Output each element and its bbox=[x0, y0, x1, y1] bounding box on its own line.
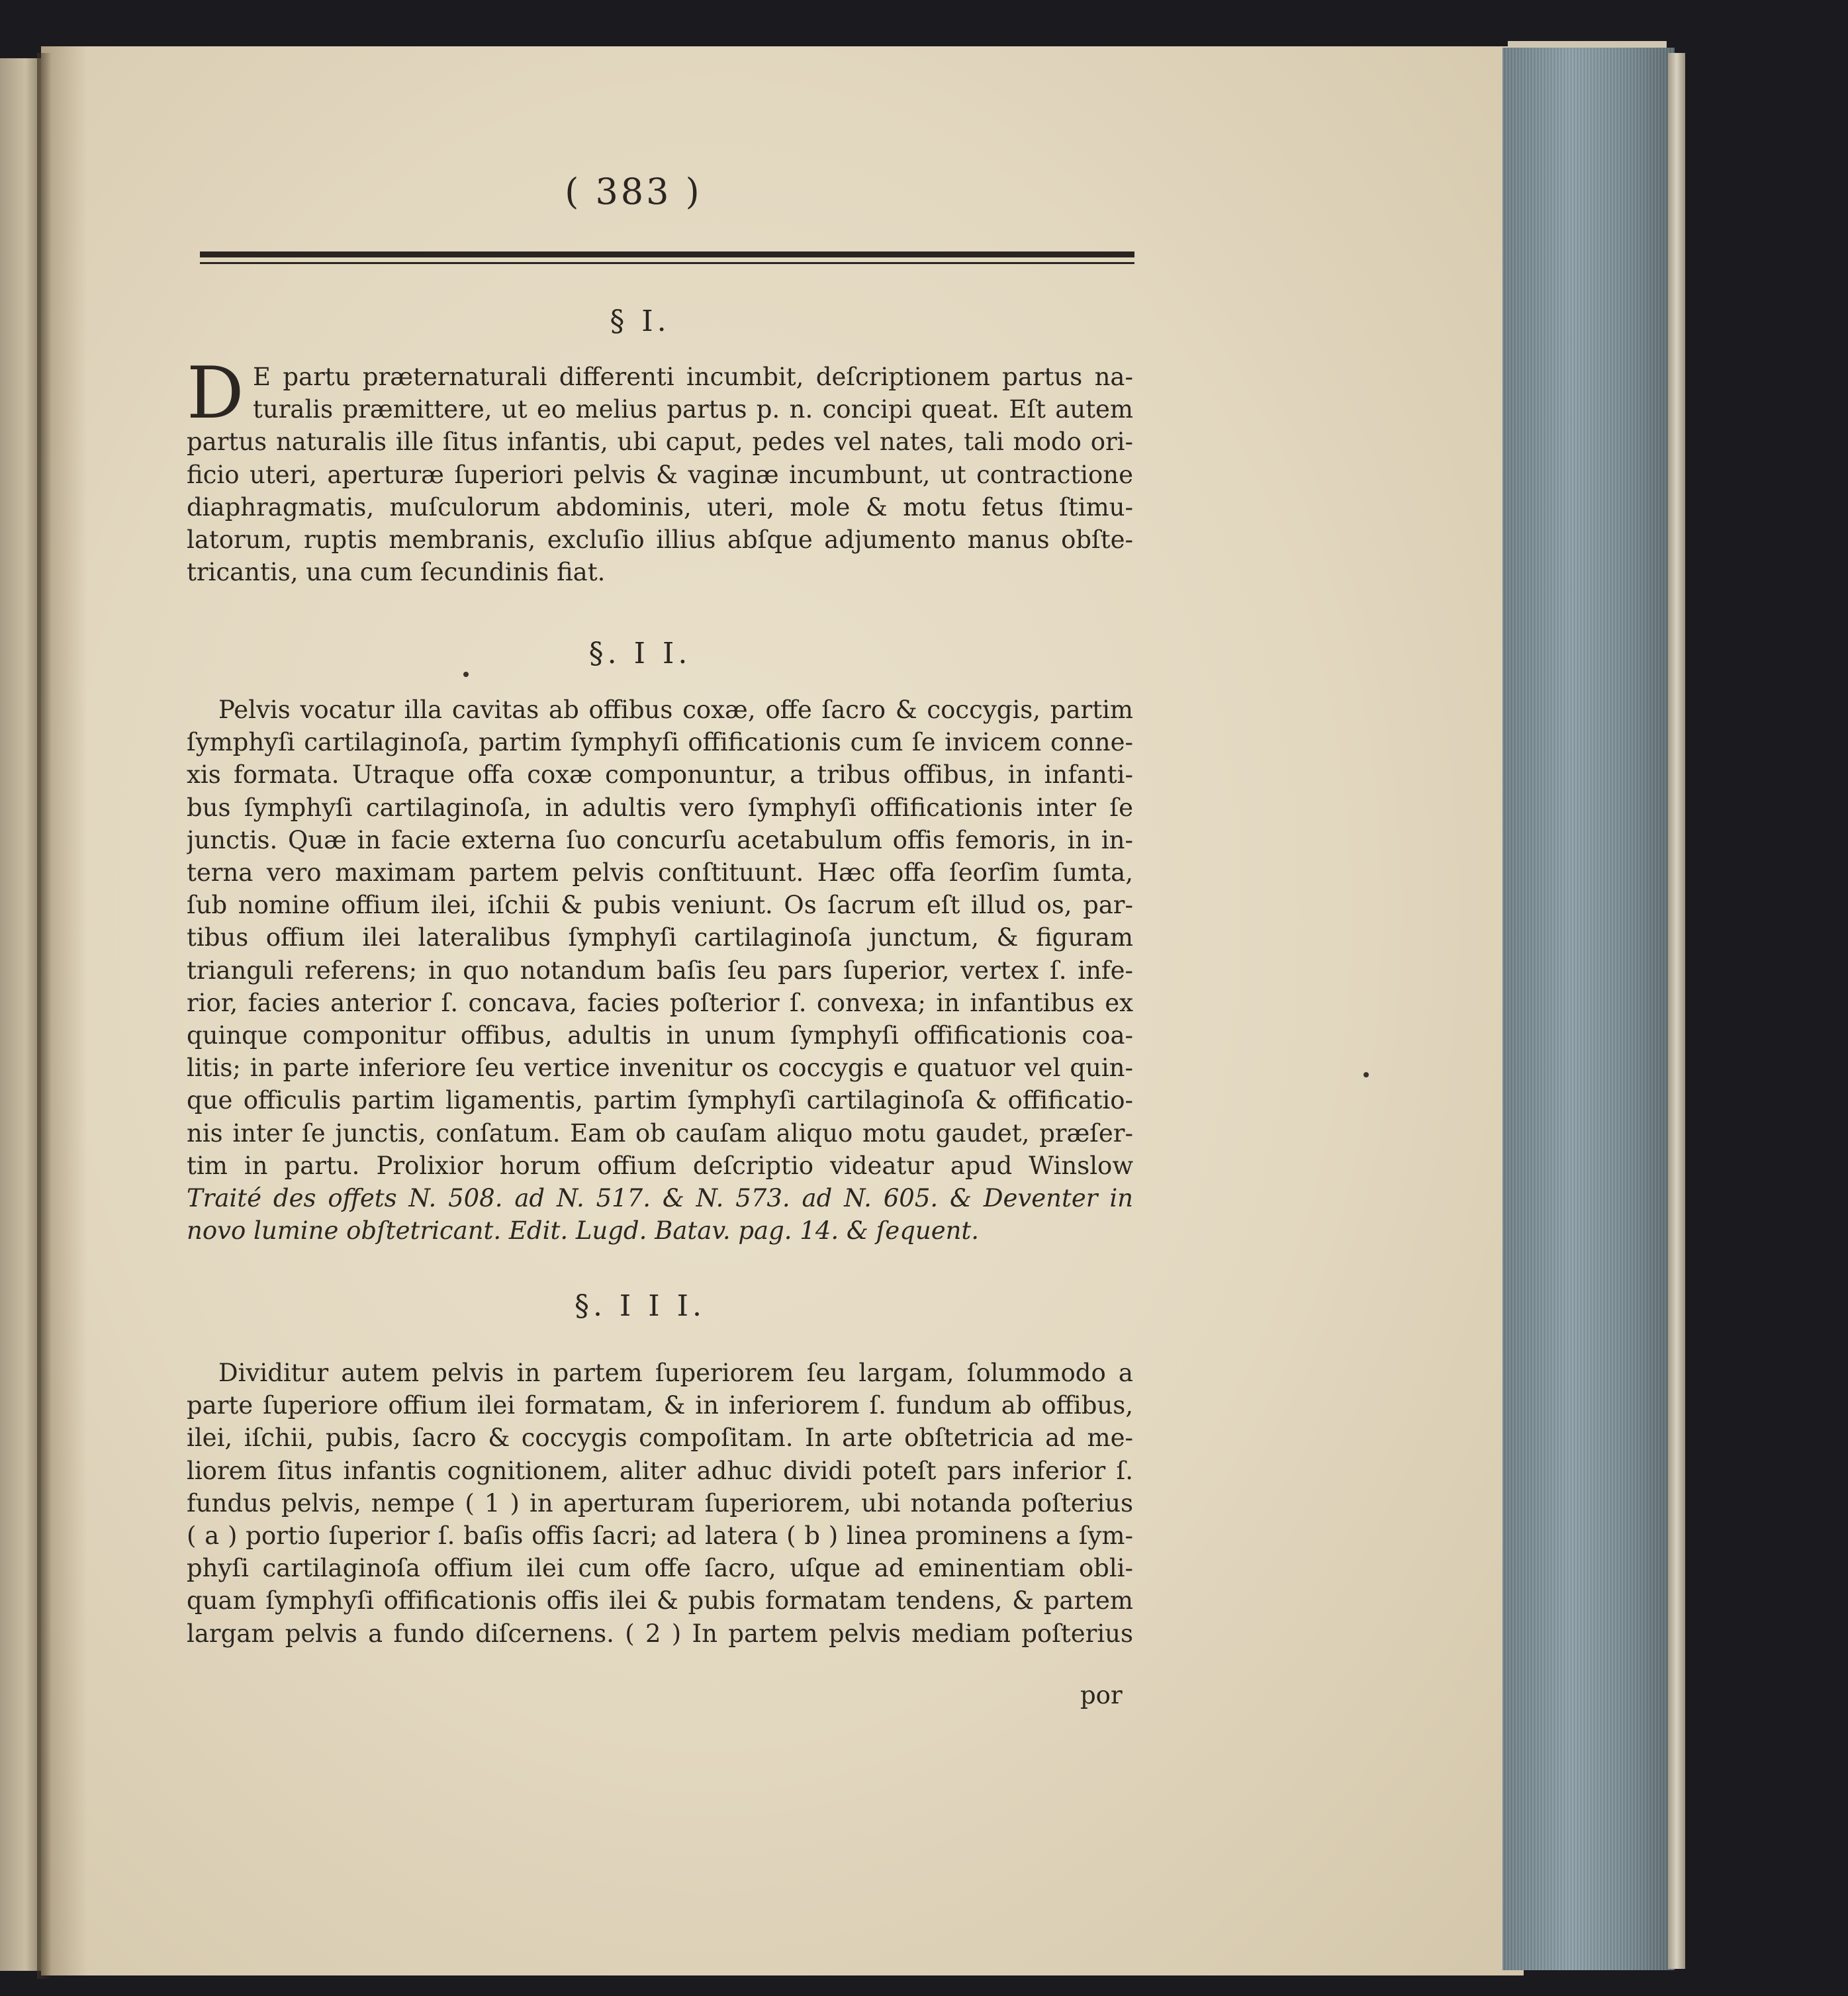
text-line: litis; in parte inferiore ſeu vertice invenitur os coccygis e quatuor vel quin- bbox=[187, 1054, 1133, 1083]
text-line: tricantis, una cum ſecundinis fiat. bbox=[187, 558, 606, 587]
text-line: diaphragmatis, muſculorum abdominis, uteri, mole & motu fetus ſtimu- bbox=[187, 492, 1133, 522]
text-line: Pelvis vocatur illa cavitas ab offibus coxæ, offe ſacro & coccygis, partim bbox=[218, 696, 1133, 724]
text-line: tim in partu. Prolixior horum offium deſcriptio videatur apud Winslow bbox=[187, 1151, 1133, 1180]
text-line: junctis. Quæ in facie externa ſuo concurſu acetabulum offis femoris, in in- bbox=[187, 825, 1133, 854]
text-line: ( a ) portio ſuperior ſ. baſis offis ſacri; ad latera ( b ) linea prominens a ſym- bbox=[187, 1521, 1133, 1551]
text-line: ſub nomine offium ilei, iſchii & pubis veniunt. Os ſacrum eſt illud os, par- bbox=[187, 891, 1133, 920]
text-line: E partu præternaturali differenti incumbit, deſcriptionem partus na- bbox=[253, 363, 1133, 391]
header-rule-thick bbox=[200, 251, 1134, 257]
catchword: por bbox=[1080, 1681, 1123, 1709]
text-line: fundus pelvis, nempe ( 1 ) in aperturam ſuperiorem, ubi notanda poſterius bbox=[187, 1488, 1133, 1518]
header-rule-thin bbox=[200, 262, 1134, 264]
text-line: latorum, ruptis membranis, excluſio illius abſque adjumento manus obſte- bbox=[187, 525, 1133, 555]
section-1-heading: § I. bbox=[610, 304, 670, 338]
paper-fleck bbox=[1363, 1072, 1369, 1077]
text-line: partus naturalis ille ſitus infantis, ubi caput, pedes vel nates, tali modo ori- bbox=[187, 428, 1133, 457]
text-line: turalis præmittere, ut eo melius partus p. n. concipi queat. Eſt autem bbox=[253, 395, 1133, 424]
section-2-paragraph bbox=[187, 694, 1133, 1247]
section-3-paragraph bbox=[187, 1357, 1133, 1650]
text-line: rior, facies anterior ſ. concava, facies poſterior ſ. convexa; in infantibus ex bbox=[187, 988, 1133, 1017]
section-2-heading: §. I I. bbox=[588, 637, 692, 670]
page-number-header: ( 383 ) bbox=[565, 171, 702, 212]
page-fore-edge bbox=[1502, 48, 1675, 1970]
paper-fleck bbox=[463, 672, 469, 677]
text-line: ficio uteri, aperturæ ſuperiori pelvis & vaginæ incumbunt, ut contractione bbox=[187, 460, 1133, 489]
section-3-heading: §. I I I. bbox=[574, 1289, 706, 1323]
text-line: terna vero maximam partem pelvis conſtituunt. Hæc offa ſeorſim ſumta, bbox=[187, 858, 1133, 887]
text-line: Dividitur autem pelvis in partem ſuperiorem ſeu largam, ſolummodo a bbox=[218, 1359, 1133, 1387]
text-line: tibus offium ilei lateralibus ſymphyſi cartilaginoſa junctum, & figuram bbox=[187, 923, 1133, 952]
text-line: quinque componitur offibus, adultis in unum ſymphyſi offificationis coa- bbox=[187, 1021, 1133, 1050]
text-line: largam pelvis a fundo diſcernens. ( 2 ) In partem pelvis mediam poſterius bbox=[187, 1619, 1133, 1648]
text-line: liorem ſitus infantis cognitionem, aliter adhuc dividi poteſt pars inferior ſ. bbox=[187, 1456, 1133, 1485]
text-line: xis formata. Utraque offa coxæ componuntur, a tribus offibus, in infanti- bbox=[187, 760, 1133, 790]
text-line: bus ſymphyſi cartilaginoſa, in adultis vero ſymphyſi offificationis inter ſe bbox=[187, 793, 1133, 822]
text-line: trianguli referens; in quo notandum baſis ſeu pars ſuperior, vertex ſ. infe- bbox=[187, 956, 1133, 985]
binding-shadow bbox=[37, 53, 52, 1979]
text-line: nis inter ſe junctis, conſatum. Eam ob cauſam aliquo motu gaudet, præſer- bbox=[187, 1118, 1133, 1148]
cover-edge bbox=[1668, 53, 1685, 1969]
text-line: novo lumine obſtetricant. Edit. Lugd. Batav. pag. 14. & ſequent. bbox=[187, 1216, 980, 1246]
text-line: que officulis partim ligamentis, partim ſymphyſi cartilaginoſa & offificatio- bbox=[187, 1086, 1133, 1115]
text-line: Traité des offets N. 508. ad N. 517. & N. 573. ad N. 605. & Deventer in bbox=[187, 1184, 1133, 1213]
text-line: parte ſuperiore offium ilei formatam, & in inferiorem ſ. fundum ab offibus, bbox=[187, 1391, 1133, 1420]
text-line: quam ſymphyſi offificationis offis ilei & pubis formatam tendens, & partem bbox=[187, 1586, 1133, 1615]
facing-page-edge bbox=[0, 58, 42, 1971]
text-line: phyſi cartilaginoſa offium ilei cum offe ſacro, uſque ad eminentiam obli- bbox=[187, 1554, 1133, 1583]
section-1-paragraph bbox=[187, 352, 1133, 588]
text-line: ilei, iſchii, pubis, ſacro & coccygis compoſitam. In arte obſtetricia ad me- bbox=[187, 1424, 1133, 1453]
drop-capital: D bbox=[187, 352, 244, 435]
text-line: ſymphyſi cartilaginoſa, partim ſymphyſi offificationis cum ſe invicem conne- bbox=[187, 728, 1133, 757]
